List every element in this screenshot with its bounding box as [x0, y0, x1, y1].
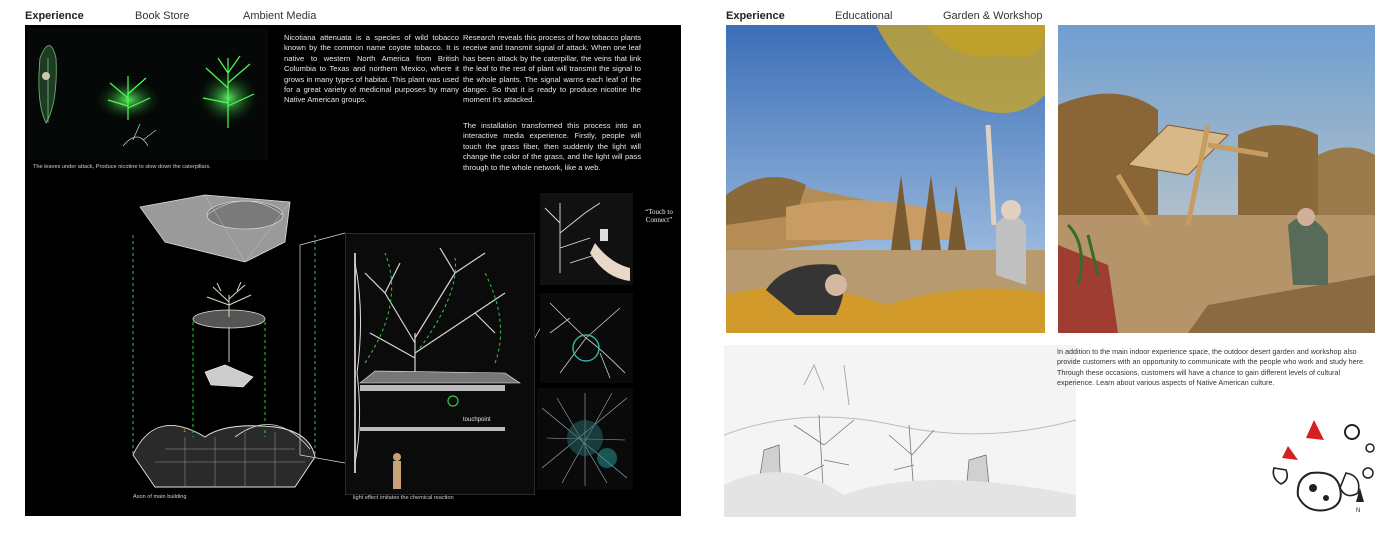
touch-interaction-image: [540, 193, 633, 285]
floor-number: 1: [183, 428, 187, 434]
right-header-tab-garden-workshop[interactable]: Garden & Workshop: [943, 10, 1043, 22]
research-paragraph: Research reveals this process of how tobacco plants receive and transmit signal of attack. When one leaf has been attack by the caterpillar, the veins that link the leaf to the rest of plant will transmit the signal to the whole plants. The signal warns each leaf of the danger. So that it is ready to produce nicotine the moment it's attacked.: [463, 33, 641, 105]
garden-sketch: [724, 345, 1076, 517]
intro-paragraph: Nicotiana attenuata is a species of wild tobacco known by the common name coyote tobacco. It is native to western North America from British Columbia to Texas and northern Mexico, where it grows in many types of habitat. This plant was used for a great variety of medicinal purposes by many Native American groups.: [284, 33, 459, 105]
touch-callout: “Touch to Connect”: [645, 208, 673, 224]
installation-paragraph: The installation transformed this process into an interactive media experience. Firstly, people will touch the grass fiber, then suddenly the light will change the color of the grass, and the light will pass through to the whole network, like a web.: [463, 121, 641, 172]
garden-photo: [726, 25, 1045, 333]
garden-workshop-caption: In addition to the main indoor experience space, the outdoor desert garden and workshop also provide customers with an opportunity to communicate with the people who work and study here. Through these occasions, customers will have a chance to gain different levels of cultural experience. Learn about various aspects of Native American culture.: [1057, 347, 1366, 387]
left-header-tab-ambient-media[interactable]: Ambient Media: [243, 10, 317, 22]
left-header-section: Experience: [25, 10, 84, 22]
touchpoint-label: touchpoint: [463, 417, 491, 423]
site-plan-diagram: [1266, 418, 1380, 528]
left-header-tab-book-store[interactable]: Book Store: [135, 10, 190, 22]
ambient-media-panel: [25, 25, 681, 516]
section-detail-drawing: [345, 233, 535, 495]
right-header-section: Experience: [726, 10, 785, 22]
workshop-photo: [1058, 25, 1375, 333]
north-label: N: [1356, 508, 1361, 514]
leaf-glow-image: [28, 28, 268, 160]
axon-caption: Axon of main building: [133, 494, 187, 500]
root-network-image: [540, 293, 633, 383]
leaf-caption: The leaves under attack, Produce nicotine to slow down the caterpillars.: [33, 164, 211, 170]
right-header-tab-educational[interactable]: Educational: [835, 10, 893, 22]
section-caption: light effect imitates the chemical reaction: [353, 495, 454, 501]
light-spread-image: [537, 388, 633, 490]
